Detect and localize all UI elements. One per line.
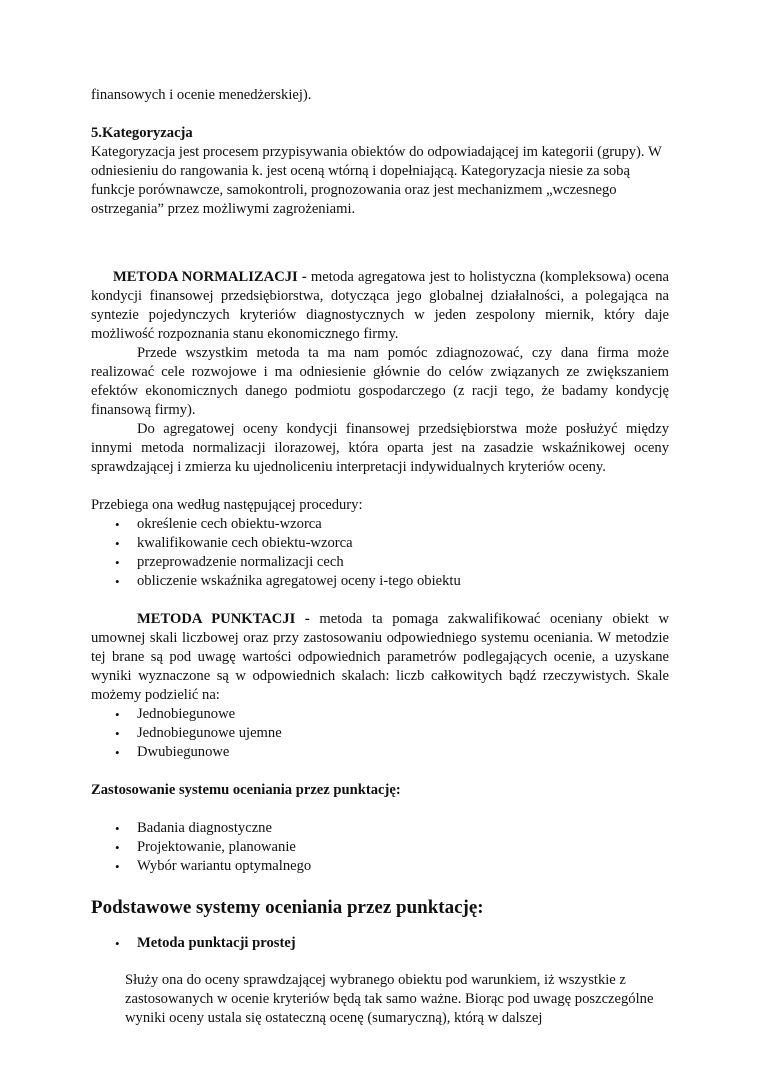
list-item: • Wybór wariantu optymalnego <box>115 858 312 874</box>
systemy-heading: Podstawowe systemy oceniania przez punktację: <box>91 897 484 918</box>
list-item: • Jednobiegunowe <box>115 706 236 722</box>
list-item: • Metoda punktacji prostej <box>115 935 296 951</box>
normalizacja-paragraph-2: Przede wszystkim metoda ta ma nam pomóc zdiagnozować, czy dana firma może realizować cele rozwojowe i ma odniesienie głównie do celów związanych ze zwiększaniem efektów ekonomicznych danego podmiotu gospodarczego (z racji tego, że badamy kondycję finansową firmy). <box>91 345 669 418</box>
document-page <box>91 86 669 1028</box>
list-item: • kwalifikowanie cech obiektu-wzorca <box>115 535 353 551</box>
list-item: • określenie cech obiektu-wzorca <box>115 516 322 532</box>
systemy-list <box>91 934 669 953</box>
normalizacja-paragraph-3: Do agregatowej oceny kondycji finansowej przedsiębiorstwa może posłużyć między innymi metoda normalizacji ilorazowej, która oparta jest na zasadzie wskaźnikowej oceny sprawdzającej i zmierza ku ujednoliceniu interpretacji indywidualnych kryteriów oceny. <box>91 421 669 475</box>
punktacja-paragraph: METODA PUNKTACJI - metoda ta pomaga zakwalifikować oceniany obiekt w umownej skali liczbowej oraz przy zastosowaniu odpowiedniego systemu oceniania. W metodzie tej brane są pod uwagę wartości odpowiednich parametrów podlegających ocenie, a uzyskane wyniki wyznaczone są w odpowiednich skalach: liczb całkowitych bądź rzeczywistych. Skale możemy podzielić na: <box>91 611 670 703</box>
zastosowanie-list <box>91 819 669 876</box>
kategoryzacja-heading: 5.Kategoryzacja <box>91 125 193 141</box>
procedure-list <box>91 515 669 591</box>
method-name: Metoda punktacji prostej <box>137 935 296 951</box>
list-item: • Projektowanie, planowanie <box>115 839 296 855</box>
list-item: • przeprowadzenie normalizacji cech <box>115 554 344 570</box>
list-item: • Dwubiegunowe <box>115 744 230 760</box>
list-item: • Badania diagnostyczne <box>115 820 272 836</box>
intro-tail: finansowych i ocenie menedżerskiej). <box>91 87 312 103</box>
list-item: • obliczenie wskaźnika agregatowej oceny i-tego obiektu <box>115 573 461 589</box>
normalizacja-paragraph: METODA NORMALIZACJI - metoda agregatowa jest to holistyczna (kompleksowa) ocena kondycji finansowej przedsiębiorstwa, dotycząca jego globalnej działalności, a polegająca na syntezie pojedynczych kryteriów diagnostycznych w jeden zespolony miernik, który daje możliwość rozpoznania stanu ekonomicznego firmy. <box>91 269 669 342</box>
procedure-intro: Przebiega ona według następującej procedury: <box>91 497 363 513</box>
kategoryzacja-text: Kategoryzacja jest procesem przypisywania obiektów do odpowiadającej im kategorii (grupy). W odniesieniu do rangowania k. jest oceną wtórną i dopełniającą. Kategoryzacja niesie za sobą funkcje porównawcze, samokontroli, prognozowania oraz jest mechanizmem „wczesnego ostrzegania” przez możliwymi zagrożeniami. <box>91 144 662 217</box>
zastosowanie-heading: Zastosowanie systemu oceniania przez punktację: <box>91 782 401 798</box>
scales-list <box>91 705 669 762</box>
punktacja-title: METODA PUNKTACJI - <box>137 611 310 627</box>
normalizacja-title: METODA NORMALIZACJI - <box>113 269 307 285</box>
systemy-text: Służy ona do oceny sprawdzającej wybranego obiektu pod warunkiem, iż wszystkie z zastosowanych w ocenie kryteriów będą tak samo ważne. Biorąc pod uwagę poszczególne wyniki oceny ustala się ostateczną ocenę (sumaryczną), którą w dalszej <box>125 972 654 1026</box>
list-item: • Jednobiegunowe ujemne <box>115 725 282 741</box>
